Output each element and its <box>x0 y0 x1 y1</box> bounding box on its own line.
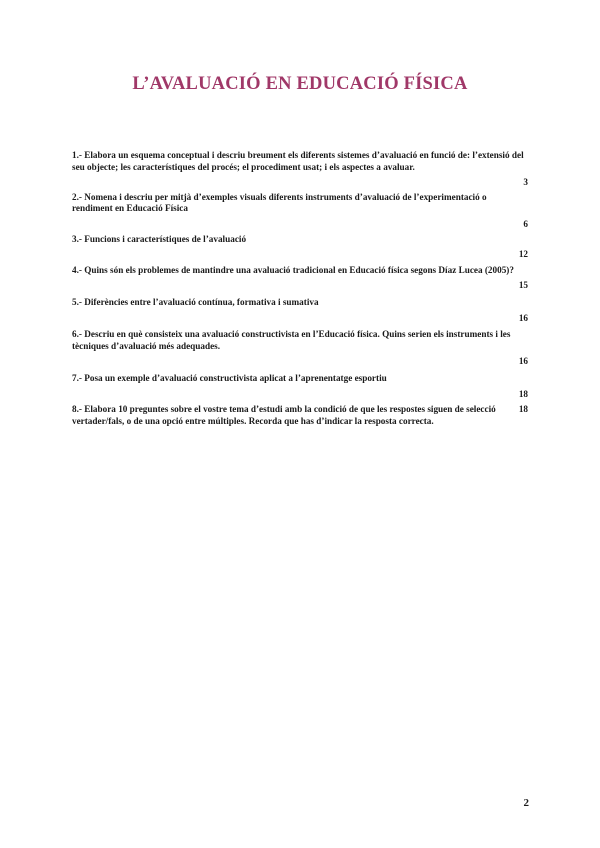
toc-entry-7[interactable] <box>72 373 528 400</box>
toc-entry-text: 2.- Nomena i descriu per mitjà d’exemples visuals diferents instruments d’avaluació de l’experimentació o rendiment en Educació Física <box>72 191 487 214</box>
toc-entry-page: 16 <box>518 356 528 367</box>
toc-entry-4[interactable] <box>72 265 528 292</box>
toc-entry-text: 4.- Quins són els problemes de mantindre una avaluació tradicional en Educació física segons Díaz Lucea (2005)? <box>72 264 514 275</box>
toc-entry-page: 15 <box>518 280 528 291</box>
toc-entry-page: 12 <box>518 249 528 260</box>
toc-entry-page: 3 <box>523 177 528 188</box>
toc-entry-5[interactable] <box>72 297 528 324</box>
toc-entry-text: 8.- Elabora 10 preguntes sobre el vostre tema d’estudi amb la condició de que les respostes siguen de selecció vertader/fals, o de una opció entre múltiples. Recorda que has d’indicar la resposta correcta. <box>72 404 496 426</box>
toc-entry-text: 6.- Descriu en què consisteix una avaluació constructivista en l’Educació física. Quins serien els instruments i les tècniques d’avaluació més adequades. <box>72 329 511 351</box>
toc-entry-text: 5.- Diferències entre l’avaluació contínua, formativa i sumativa <box>72 296 319 307</box>
toc-entry-page: 18 <box>518 404 528 415</box>
page-title: L’AVALUACIÓ EN EDUCACIÓ FÍSICA <box>132 74 468 94</box>
toc-entry-3[interactable] <box>72 234 528 261</box>
toc-entry-text: 3.- Funcions i característiques de l’avaluació <box>72 233 247 244</box>
toc-entry-6[interactable] <box>72 329 528 368</box>
toc-entry-page: 18 <box>518 388 528 399</box>
toc-entry-text: 1.- Elabora un esquema conceptual i descriu breument els diferents sistemes d’avaluació en funció de: l’extensió del seu objecte; les característiques del procés; el procediment usat; i els aspectes a avaluar. <box>72 150 524 172</box>
toc-entry-page: 6 <box>523 218 528 229</box>
page-number: 2 <box>523 797 529 809</box>
toc-entry-2[interactable] <box>72 192 528 231</box>
table-of-contents <box>72 150 528 427</box>
toc-entry-8[interactable] <box>72 404 528 427</box>
toc-entry-page: 16 <box>518 312 528 323</box>
toc-entry-1[interactable] <box>72 150 528 189</box>
toc-entry-text: 7.- Posa un exemple d’avaluació constructivista aplicat a l’aprenentatge esportiu <box>72 372 387 383</box>
